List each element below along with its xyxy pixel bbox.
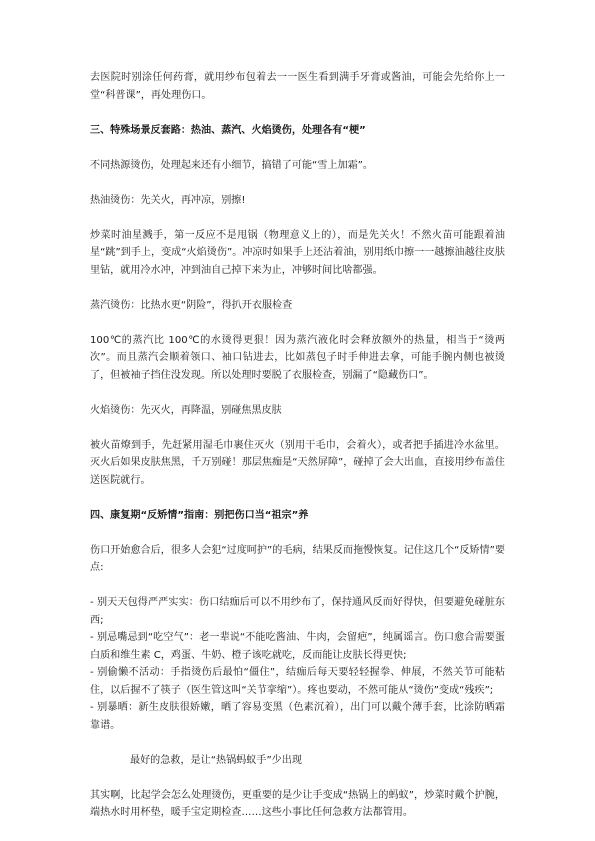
paragraph-recovery-intro: 伤口开始愈合后，很多人会犯“过度呵护”的毛病，结果反而拖慢恢复。记住这几个“反矫情”要点: [90, 544, 505, 573]
paragraph-steam: 100℃的蒸汽比 100℃的水烫得更狠！因为蒸汽液化时会释放额外的热量，相当于“烫两次”。而且蒸汽会顺着领口、袖口钻进去，比如蒸包子时手伸进去拿，可能手腕内侧也被烫了，但被袖子挡住没发现。所以处理时要脱了衣服检查，别漏了“隐藏伤口”。 [90, 334, 505, 381]
document-page [90, 69, 505, 839]
subheading-hot-oil: 热油烫伤：先关火，再冲凉，别擦! [90, 194, 246, 206]
closing-subheading: 最好的急救，是让“热锅蚂蚁手”少出现 [130, 754, 302, 766]
list-item: - 别忌嘴忌到“吃空气”：老一辈说“不能吃酱油、牛肉，会留疤”，纯属谣言。伤口愈合需要蛋白质和维生素 C，鸡蛋、牛奶、橙子该吃就吃，反而能让皮肤长得更快; [90, 632, 505, 661]
list-item: - 别暴晒：新生皮肤很娇嫩，晒了容易变黑（色素沉着），出门可以戴个薄手套，比涂防晒霜靠谱。 [90, 702, 505, 731]
paragraph-flame: 被火苗燎到手，先赶紧用湿毛巾裹住灭火（别用干毛巾，会着火），或者把手插进冷水盆里。灭火后如果皮肤焦黑，千万别碰！那层焦痂是“天然屏障”，碰掉了会大出血，直接用纱布盖住送医院就行。 [90, 439, 505, 486]
subheading-flame: 火焰烫伤：先灭火，再降温，别碰焦黑皮肤 [90, 404, 282, 416]
paragraph-conclusion: 其实啊，比起学会怎么处理烫伤，更重要的是少让手变成“热锅上的蚂蚁”，炒菜时戴个护腕，端热水时用杯垫，暖手宝定期检查……这些小事比任何急救方法都管用。 [90, 789, 505, 818]
section-heading-4: 四、康复期“反矫情”指南：别把伤口当“祖宗”养 [90, 509, 309, 521]
section-heading-3: 三、特殊场景反套路：热油、蒸汽、火焰烫伤，处理各有“梗” [90, 124, 366, 136]
subheading-steam: 蒸汽烫伤：比热水更“阴险”，得扒开衣服检查 [90, 299, 293, 311]
recovery-tips-list [90, 594, 505, 734]
paragraph-hot-oil: 炒菜时油星溅手，第一反应不是甩锅（物理意义上的），而是先关火！不然火苗可能跟着油星“跳”到手上，变成“火焰烫伤”。冲凉时如果手上还沾着油，别用纸巾擦一一越擦油越往皮肤里钻，就用冷水冲，冲到油自己掉下来为止，冲够时间比啥都强。 [90, 229, 505, 276]
paragraph-hospital-advice: 去医院时别涂任何药膏，就用纱布包着去一一医生看到满手牙膏或酱油，可能会先给你上一堂“科普课”，再处理伤口。 [90, 72, 505, 101]
paragraph-intro-heat-sources: 不同热源烫伤，处理起来还有小细节，搞错了可能“雪上加霜”。 [90, 159, 373, 171]
list-item: - 别天天包得严严实实：伤口结痂后可以不用纱布了，保持通风反而好得快，但要避免碰脏东西; [90, 597, 505, 626]
list-item: - 别偷懒不活动：手指烫伤后最怕“僵住”，结痂后每天要轻轻握拳、伸展，不然关节可能粘住，以后握不了筷子（医生管这叫“关节挛缩”）。疼也要动，不然可能从“烫伤”变成“残疾”; [90, 667, 505, 696]
